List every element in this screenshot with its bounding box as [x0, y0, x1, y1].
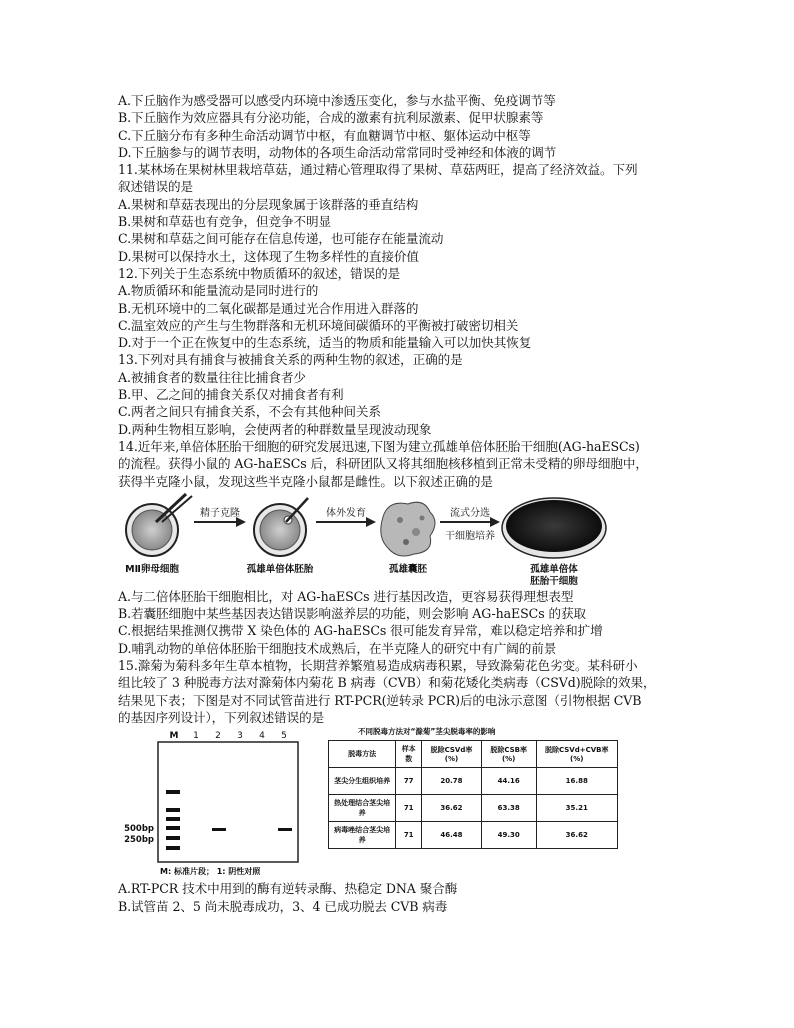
header-csvd-rate: 脱除CSVd率(%) [422, 741, 482, 768]
mii-oocyte-image [126, 494, 192, 556]
table-cell: 44.16 [481, 768, 536, 795]
q15-stem-line3: 结果见下表；下图是对不同试管苗进行 RT-PCR(逆转录 PCR)后的电泳示意图（引物根据 CVB [118, 692, 642, 708]
table-cell: 71 [396, 822, 422, 849]
table-cell: 35.21 [536, 795, 617, 822]
q15-option-a: A.RT-PCR 技术中用到的酶有逆转录酶、热稳定 DNA 聚合酶 [118, 881, 458, 897]
q12-option-d: D.对于一个正在恢复中的生态系统，适当的物质和能量输入可以加快其恢复 [118, 335, 532, 351]
label-haesc-line2: 胚胎干细胞 [530, 575, 578, 587]
q13-option-d: D.两种生物相互影响，会使两者的种群数量呈现波动现象 [118, 421, 432, 437]
q15-figure [118, 728, 693, 880]
label-mii-oocyte: MⅡ卵母细胞 [125, 563, 179, 575]
table-cell: 77 [396, 768, 422, 795]
q11-stem-line1: 11.某林场在果树林里栽培草菇，通过精心管理取得了果树、草菇两旺，提高了经济效益。下列 [118, 162, 638, 178]
haploid-es-cells-dish-image [502, 498, 606, 558]
gel-electrophoresis-svg [118, 728, 318, 880]
q14-option-c: C.根据结果推测仅携带 X 染色体的 AG-haESCs 很可能发育异常，难以稳定培养和扩增 [118, 623, 603, 639]
arrow2-label: 体外发育 [326, 507, 366, 519]
bp-500-label: 500bp [124, 824, 154, 835]
table-cell: 茎尖分生组织培养 [329, 768, 396, 795]
gel-frame [158, 742, 298, 862]
q10-option-a: A.下丘脑作为感受器可以感受内环境中渗透压变化，参与水盐平衡、免疫调节等 [118, 93, 556, 108]
label-haploid-embryo: 孤雄单倍体胚胎 [246, 563, 314, 575]
label-haesc-line1: 孤雄单倍体 [530, 563, 578, 575]
lane-label-2: 2 [215, 731, 221, 742]
gel-legend: M: 标准片段； 1: 阴性对照 [160, 867, 261, 877]
lane-label-1: 1 [193, 731, 199, 742]
header-sample-size: 样本数 [396, 741, 422, 768]
table-cell: 49.30 [481, 822, 536, 849]
header-csb-rate: 脱除CSB率(%) [481, 741, 536, 768]
table-row [329, 768, 618, 795]
q11-option-a: A.果树和草菇表现出的分层现象属于该群落的垂直结构 [118, 196, 419, 212]
q11-stem-line2: 叙述错误的是 [118, 179, 193, 195]
table-cell: 36.62 [422, 795, 482, 822]
q12-option-c: C.温室效应的产生与生物群落和无机环境间碳循环的平衡被打破密切相关 [118, 317, 519, 333]
q14-option-b: B.若囊胚细胞中某些基因表达错误影响滋养层的功能，则会影响 AG-haESCs 的获取 [118, 606, 586, 622]
q15-stem-line2: 组比较了 3 种脱毒方法对滁菊体内菊花 B 病毒（CVB）和菊花矮化类病毒（CSVd)脱除的效果， [118, 675, 656, 691]
lane-label-3: 3 [237, 731, 243, 742]
q12-stem: 12.下列关于生态系统中物质循环的叙述，错误的是 [118, 265, 401, 281]
q11-option-d: D.果树可以保持水土，这体现了生物多样性的直接价值 [118, 248, 419, 264]
q11-option-c: C.果树和草菇之间可能存在信息传递，也可能存在能量流动 [118, 231, 444, 247]
detox-rate-table [328, 740, 618, 849]
header-method: 脱毒方法 [329, 741, 396, 768]
androgenetic-blastocyst-image [381, 502, 435, 556]
q15-stem-line1: 15.滁菊为菊科多年生草本植物，长期营养繁殖易造成病毒积累，导致滁菊花色劣变。某科研小 [118, 658, 638, 674]
q12-option-b: B.无机环境中的二氧化碳都是通过光合作用进入群落的 [118, 300, 419, 316]
table-row [329, 822, 618, 849]
table-cell: 16.88 [536, 768, 617, 795]
table-row [329, 795, 618, 822]
q11-option-b: B.果树和草菇也有竞争，但竞争不明显 [118, 214, 331, 230]
table-title: 不同脱毒方法对“滁菊”茎尖脱毒率的影响 [358, 727, 496, 737]
workflow-svg [118, 492, 693, 588]
lane-label-4: 4 [259, 731, 265, 742]
q14-stem-line1: 14.近年来,单倍体胚胎干细胞的研究发展迅速,下图为建立孤雄单倍体胚胎干细胞(AG-haESCs) [118, 438, 640, 454]
arrow3-bottom-label: 干细胞培养 [445, 530, 495, 542]
q10-option-c: C.下丘脑分布有多种生命活动调节中枢，有血糖调节中枢、躯体运动中枢等 [118, 127, 531, 143]
exam-page [118, 92, 693, 915]
table-cell: 36.62 [536, 822, 617, 849]
q15-stem-line4: 的基因序列设计），下列叙述错误的是 [118, 709, 325, 725]
lane5-band [278, 828, 292, 831]
table-cell: 20.78 [422, 768, 482, 795]
header-both-rate: 脱除CSVd+CVB率(%) [536, 741, 617, 768]
arrow3-top-label: 流式分选 [450, 507, 490, 519]
q15-option-b: B.试管苗 2、5 尚未脱毒成功，3、4 已成功脱去 CVB 病毒 [118, 898, 448, 914]
q14-option-d: D.哺乳动物的单倍体胚胎干细胞技术成熟后，在半克隆人的研究中有广阔的前景 [118, 640, 557, 656]
androgenetic-haploid-embryo-image [254, 498, 308, 556]
table-header-row [329, 741, 618, 768]
q14-option-a: A.与二倍体胚胎干细胞相比，对 AG-haESCs 进行基因改造，更容易获得理想表型 [118, 588, 574, 604]
lane-label-m: M [169, 731, 179, 742]
q13-option-a: A.被捕食者的数量往往比捕食者少 [118, 369, 306, 385]
q14-stem-line2: 的流程。获得小鼠的 AG-haESCs 后，科研团队又将其细胞核移植到正常未受精的卵母细胞中， [118, 456, 648, 472]
q14-stem-line3: 获得半克隆小鼠，发现这些半克隆小鼠都是雌性。以下叙述正确的是 [118, 473, 493, 489]
lane2-band [212, 828, 226, 831]
q10-option-d: D.下丘脑参与的调节表明，动物体的各项生命活动常常同时受神经和体液的调节 [118, 144, 557, 160]
q12-option-a: A.物质循环和能量流动是同时进行的 [118, 283, 319, 299]
table-cell: 63.38 [481, 795, 536, 822]
bp-250-label: 250bp [124, 835, 154, 846]
arrow1-label: 精子克隆 [200, 507, 240, 519]
table-cell: 热处理结合茎尖培养 [329, 795, 396, 822]
table-cell: 71 [396, 795, 422, 822]
label-blastocyst: 孤雄囊胚 [388, 563, 428, 575]
q13-stem: 13.下列对具有捕食与被捕食关系的两种生物的叙述，正确的是 [118, 352, 463, 368]
q13-option-c: C.两者之间只有捕食关系，不会有其他种间关系 [118, 404, 381, 420]
q10-option-b: B.下丘脑作为效应器具有分泌功能，合成的激素有抗利尿激素、促甲状腺素等 [118, 110, 544, 126]
lane-label-5: 5 [281, 731, 287, 742]
q13-option-b: B.甲、乙之间的捕食关系仅对捕食者有利 [118, 387, 344, 403]
table-cell: 46.48 [422, 822, 482, 849]
q14-workflow-figure [118, 492, 693, 588]
table-cell: 病毒唑结合茎尖培养 [329, 822, 396, 849]
